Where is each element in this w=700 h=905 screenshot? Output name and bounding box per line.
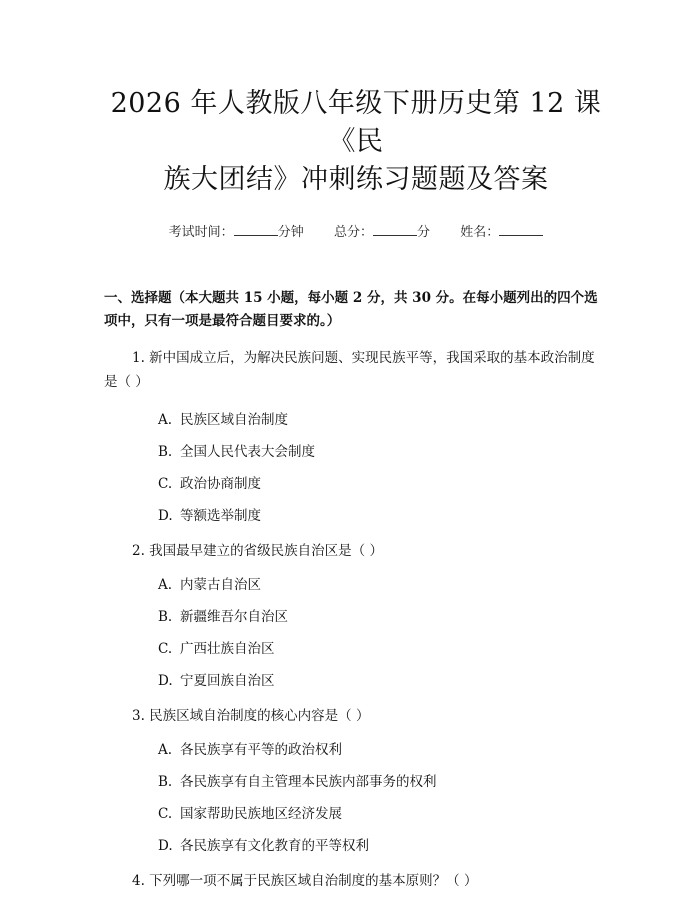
question-block [104,346,608,526]
option-text: 民族区域自治制度 [180,412,288,428]
option-text: 新疆维吾尔自治区 [180,609,288,625]
section-heading: 一、选择题（本大题共 15 小题，每小题 2 分，共 30 分。在每小题列出的四个选项中，只有一项是最符合题目要求的。） [104,290,598,329]
option-text: 国家帮助民族地区经济发展 [180,806,342,822]
option-list [104,740,608,856]
question-block [104,704,608,856]
answer-option [104,506,608,526]
question-list [104,346,608,893]
score-blank [373,223,417,236]
option-letter: D. [158,838,173,854]
answer-option [104,410,608,430]
option-letter: A. [158,742,173,758]
question-stem: 1. 新中国成立后，为解决民族问题、实现民族平等，我国采取的基本政治制度是（ ） [104,350,595,390]
exam-meta-line [104,223,608,242]
option-text: 各民族享有自主管理本民族内部事务的权利 [180,774,437,790]
answer-option [104,804,608,824]
option-text: 宁夏回族自治区 [180,673,275,689]
option-text: 等额选举制度 [180,508,261,524]
answer-option [104,474,608,494]
title-line-1: 2026 年人教版八年级下册历史第 12 课《民 [110,88,602,157]
score-label: 总分： [333,225,373,240]
option-text: 各民族享有平等的政治权利 [180,742,342,758]
name-label: 姓名： [460,225,500,240]
document-title [104,85,608,199]
option-letter: C. [158,476,173,492]
answer-option [104,442,608,462]
question-block [104,539,608,691]
time-label: 考试时间： [168,225,234,240]
question-stem: 4. 下列哪一项不属于民族区域自治制度的基本原则？（ ） [132,873,478,889]
option-list [104,575,608,691]
score-unit: 分 [417,225,431,240]
option-letter: D. [158,673,173,689]
answer-option [104,607,608,627]
answer-option [104,836,608,856]
title-line-2: 族大团结》冲刺练习题题及答案 [163,164,549,195]
option-text: 各民族享有文化教育的平等权利 [180,838,369,854]
option-letter: B. [158,774,173,790]
option-letter: B. [158,609,173,625]
question-block [104,869,608,893]
option-letter: A. [158,577,173,593]
option-text: 广西壮族自治区 [180,641,275,657]
option-text: 内蒙古自治区 [180,577,261,593]
option-list [104,410,608,526]
option-letter: C. [158,806,173,822]
answer-option [104,671,608,691]
answer-option [104,772,608,792]
time-unit: 分钟 [277,225,304,240]
option-letter: C. [158,641,173,657]
option-letter: B. [158,444,173,460]
option-letter: D. [158,508,173,524]
option-text: 政治协商制度 [180,476,261,492]
answer-option [104,740,608,760]
question-stem: 3. 民族区域自治制度的核心内容是（ ） [132,708,370,724]
time-blank [234,223,278,236]
answer-option [104,639,608,659]
name-blank [499,223,543,236]
option-text: 全国人民代表大会制度 [180,444,315,460]
answer-option [104,575,608,595]
question-stem: 2. 我国最早建立的省级民族自治区是（ ） [132,543,383,559]
option-letter: A. [158,412,173,428]
